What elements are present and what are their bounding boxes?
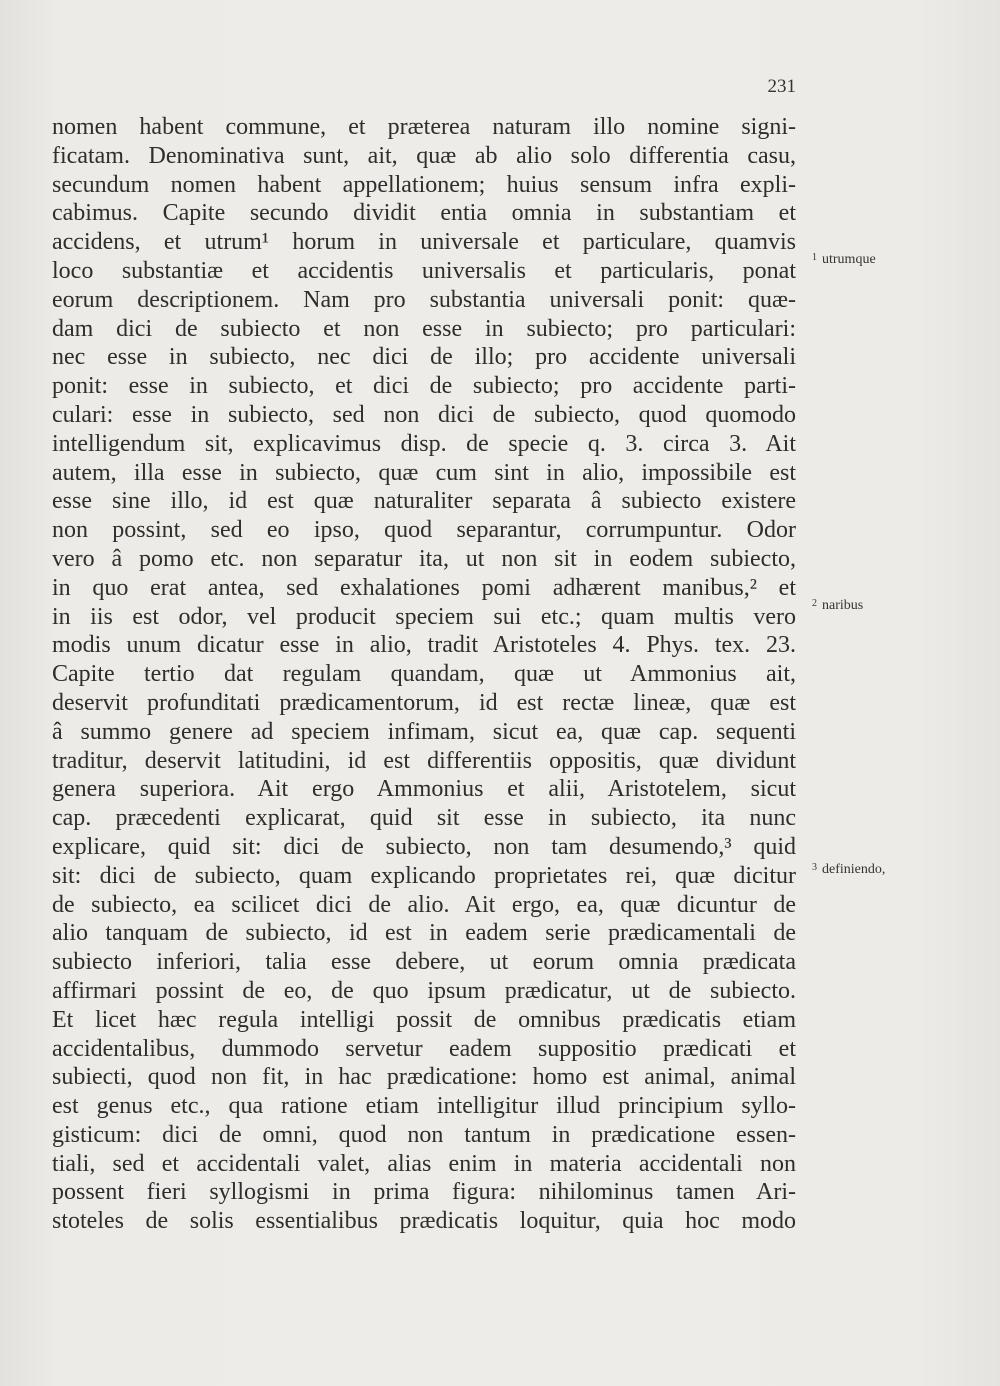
text-line: cap. præcedenti explicarat, quid sit esse in subiecto, ita nunc — [52, 805, 796, 832]
text-line: modis unum dicatur esse in alio, tradit Aristoteles 4. Phys. tex. 23. — [52, 632, 796, 659]
text-line: de subiecto, ea scilicet dici de alio. Ait ergo, ea, quæ dicuntur de — [52, 891, 796, 918]
text-line: autem, illa esse in subiecto, quæ cum sint in alio, impossibile est — [52, 459, 796, 486]
text-line: accidens, et utrum¹ horum in universale et particulare, quamvis — [52, 229, 796, 256]
text-line: accidentalibus, dummodo servetur eadem suppositio prædicati et — [52, 1035, 796, 1062]
text-line: in quo erat antea, sed exhalationes pomi adhærent manibus,² et — [52, 574, 796, 601]
text-line: explicare, quid sit: dici de subiecto, non tam desumendo,³ quid — [52, 833, 796, 860]
text-line: ponit: esse in subiecto, et dici de subiecto; pro accidente parti- — [52, 373, 796, 400]
text-line: genera superiora. Ait ergo Ammonius et alii, Aristotelem, sicut — [52, 776, 796, 803]
margin-note-text: utrumque — [822, 252, 876, 267]
text-line: deservit profunditati prædicamentorum, id est rectæ lineæ, quæ est — [52, 689, 796, 716]
text-line: gisticum: dici de omni, quod non tantum in prædicatione essen- — [52, 1121, 796, 1148]
text-line: subiecti, quod non fit, in hac prædicatione: homo est animal, animal — [52, 1064, 796, 1091]
text-line: esse sine illo, id est quæ naturaliter separata â subiecto existere — [52, 488, 796, 515]
text-line: non possint, sed eo ipso, quod separantur, corrumpuntur. Odor — [52, 517, 796, 544]
margin-note-number: 3 — [812, 862, 817, 873]
margin-note-3 — [812, 862, 885, 878]
text-line: ficatam. Denominativa sunt, ait, quæ ab alio solo differentia casu, — [52, 142, 796, 169]
text-line: eorum descriptionem. Nam pro substantia universali ponit: quæ- — [52, 286, 796, 313]
margin-note-number: 1 — [812, 252, 817, 263]
text-line: Capite tertio dat regulam quandam, quæ ut Ammonius ait, — [52, 661, 796, 688]
margin-note-2 — [812, 598, 863, 614]
text-line: nec esse in subiecto, nec dici de illo; pro accidente universali — [52, 344, 796, 371]
text-line: secundum nomen habent appellationem; huius sensum infra expli- — [52, 171, 796, 198]
margin-note-1 — [812, 252, 876, 268]
text-line: tiali, sed et accidentali valet, alias enim in materia accidentali non — [52, 1150, 796, 1177]
page-number: 231 — [767, 76, 796, 97]
text-line: stoteles de solis essentialibus prædicatis loquitur, quia hoc modo — [52, 1208, 796, 1235]
text-line: cabimus. Capite secundo dividit entia omnia in substantiam et — [52, 200, 796, 227]
text-line: vero â pomo etc. non separatur ita, ut non sit in eodem subiecto, — [52, 545, 796, 572]
text-line: loco substantiæ et accidentis universalis et particularis, ponat — [52, 257, 796, 284]
text-line: intelligendum sit, explicavimus disp. de specie q. 3. circa 3. Ait — [52, 430, 796, 457]
text-line: est genus etc., qua ratione etiam intelligitur illud principium syllo- — [52, 1093, 796, 1120]
margin-note-text: definiendo, — [822, 862, 886, 877]
text-line: traditur, deservit latitudini, id est differentiis oppositis, quæ dividunt — [52, 747, 796, 774]
text-line: subiecto inferiori, talia esse debere, ut eorum omnia prædicata — [52, 949, 796, 976]
text-line: Et licet hæc regula intelligi possit de omnibus prædicatis etiam — [52, 1006, 796, 1033]
margin-note-number: 2 — [812, 598, 817, 609]
body-text — [52, 113, 796, 1236]
text-line: nomen habent commune, et præterea naturam illo nomine signi- — [52, 114, 796, 140]
text-line: possent fieri syllogismi in prima figura: nihilominus tamen Ari- — [52, 1179, 796, 1206]
text-line: affirmari possint de eo, de quo ipsum prædicatur, ut de subiecto. — [52, 977, 796, 1004]
text-line: in iis est odor, vel producit speciem sui etc.; quam multis vero — [52, 603, 796, 630]
text-line: alio tanquam de subiecto, id est in eadem serie prædicamentali de — [52, 920, 796, 947]
text-line: culari: esse in subiecto, sed non dici de subiecto, quod quomodo — [52, 401, 796, 428]
text-line: sit: dici de subiecto, quam explicando proprietates rei, quæ dicitur — [52, 862, 796, 889]
margin-note-text: naribus — [822, 598, 864, 613]
text-line: â summo genere ad speciem infimam, sicut ea, quæ cap. sequenti — [52, 718, 796, 745]
text-line: dam dici de subiecto et non esse in subiecto; pro particulari: — [52, 315, 796, 342]
